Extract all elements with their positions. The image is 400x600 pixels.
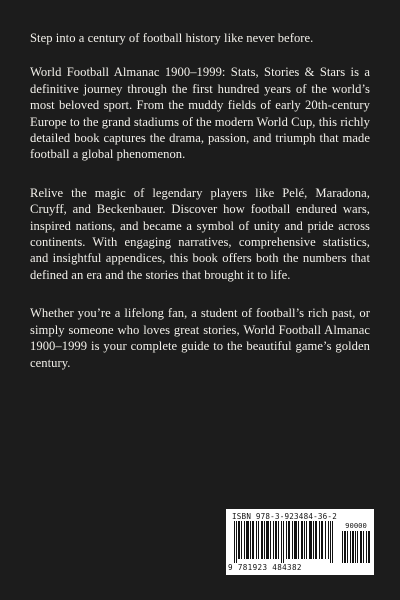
blurb-paragraph-2: Relive the magic of legendary players like Pelé, Maradona, Cruyff, and Beckenbauer. Discover how football endured wars, inspired nations, and became a symbol of unity and pride across continents. With engaging narratives, comprehensive statistics, and insightful appendices, this book offers both the numbers that defined an era and the stories that brought it to life.	[30, 185, 370, 282]
price-code: 90000	[345, 521, 367, 530]
barcode-box	[226, 509, 374, 575]
blurb	[30, 30, 370, 393]
blurb-paragraph-3: Whether you’re a lifelong fan, a student of football’s rich past, or simply someone who loves great stories, World Football Almanac 1900–1999 is your complete guide to the beautiful game’s golden century.	[30, 306, 370, 370]
blurb-paragraph-1: World Football Almanac 1900–1999: Stats, Stories & Stars is a definitive journey through the first hundred years of the world’s most beloved sport. From the muddy fields of early 20th-century Europe to the grand stadiums of the modern World Cup, this richly detailed book captures the drama, passion, and triumph that made football a global phenomenon.	[30, 65, 370, 162]
addon-barcode-icon	[342, 531, 370, 563]
barcode-digits: 9 781923 484382	[228, 563, 302, 572]
blurb-intro: Step into a century of football history like never before.	[30, 31, 314, 45]
isbn-label: ISBN 978-3-923484-36-2	[232, 512, 337, 521]
barcode-icon	[234, 521, 338, 563]
